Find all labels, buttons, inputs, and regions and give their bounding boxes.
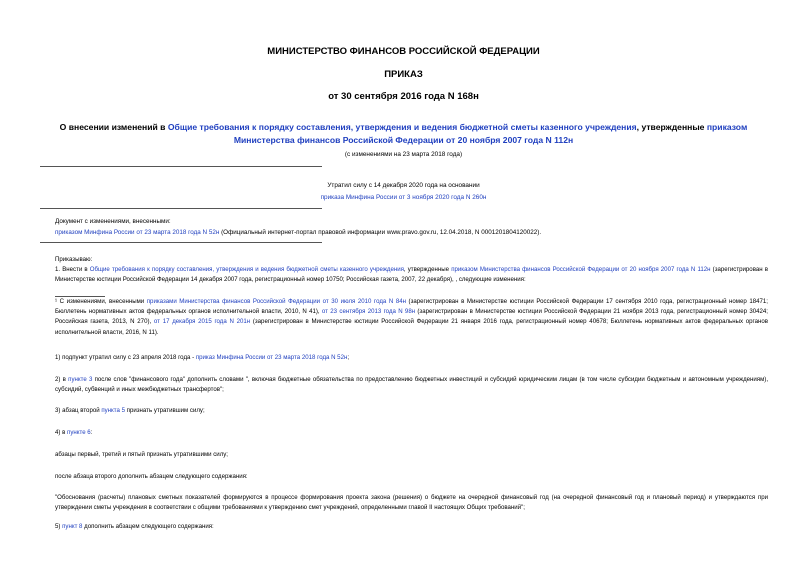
title-link-order[interactable]: приказом [706, 122, 748, 132]
item-1-link-order[interactable]: приказом Министерства финансов Российской Федерации от 20 ноября 2007 года N 112н [451, 266, 711, 273]
footnote-text: (зарегистрирован в Министерстве юстиции Российской Федерации 21 января 2016 года, регистрационный номер 40678; Бюллетень нормативных актов федеральных органов исполнительной власти, 2016, N 11). [55, 318, 768, 336]
expired-text: Утратил силу с 14 декабря 2020 года на основании [327, 182, 480, 189]
subitem-1-text: 1) подпункт утратил силу с 23 апреля 2018 года - [55, 354, 196, 361]
subitem-4-text: : [90, 429, 93, 436]
subitem-2-text: после слов "финансового года" дополнить словами ", включая бюджетные обязательства по предоставлению бюджетных инвестиций и субсидий юридическим лицам (в том числе субсидии бюджетным и автономным учреждениям), субсидий, субвенций и иных межбюджетных трансфертов"; [55, 376, 769, 394]
subitem-1-text: ; [347, 354, 350, 361]
changes-label: Документ с изменениями, внесенными: [55, 218, 171, 225]
revision-note: (с изменениями на 23 марта 2018 года) [344, 151, 463, 158]
subitem-5-link[interactable]: пункт 8 [62, 523, 83, 530]
footnote-text: (зарегистрирован в Министерстве юстиции Российской Федерации 17 сентября 2010 года, регистрационный номер 18471; Бюллетень нормативных актов федеральных органов исполнительной власти, 2010, N 41), [55, 298, 768, 316]
divider [40, 166, 322, 167]
title-text: , утвержденные [636, 122, 707, 132]
item-1 [55, 265, 768, 286]
subitem-2 [55, 375, 768, 396]
footnote-link-201n[interactable]: от 17 декабря 2015 года N 201н [153, 318, 251, 326]
changes-rest: (Официальный интернет-портал правовой информации www.pravo.gov.ru, 12.04.2018, N 0001201804120022). [219, 229, 542, 236]
divider [40, 208, 322, 209]
subitem-3 [55, 406, 205, 416]
subitem-2-link[interactable]: пункте 3 [68, 376, 93, 383]
title-text: О внесении изменений в [59, 122, 168, 132]
doc-type-heading: ПРИКАЗ [384, 69, 423, 80]
footnote-marker: ¹ [55, 298, 58, 305]
subitem-4-link[interactable]: пункте 6 [67, 429, 91, 436]
subitem-1 [55, 353, 768, 363]
subitem-3-link[interactable]: пункта 5 [101, 407, 125, 414]
subitem-3-text: признать утратившим силу; [124, 407, 205, 414]
document-title [0, 121, 807, 146]
footnote-link-84n[interactable]: приказами Министерства финансов Российской Федерации от 30 июля 2010 года N 84н [146, 298, 406, 305]
item-1-text: , утвержденные [403, 266, 452, 273]
footnote [55, 297, 768, 338]
footnote-text: С изменениями, внесенными [57, 298, 147, 305]
item-1-text: 1. Внести в [55, 266, 90, 273]
ministry-heading: МИНИСТЕРСТВО ФИНАНСОВ РОССИЙСКОЙ ФЕДЕРАЦИИ [267, 46, 540, 57]
order-word: Приказываю: [55, 256, 93, 263]
divider [40, 242, 322, 243]
doc-date-heading: от 30 сентября 2016 года N 168н [328, 91, 479, 102]
subitem-5 [55, 522, 214, 532]
subitem-3-text: 3) абзац второй [55, 407, 102, 414]
subitem-5-text: дополнить абзацем следующего содержания: [82, 523, 214, 530]
subitem-5-text: 5) [55, 523, 63, 530]
footnote-link-98n[interactable]: от 23 сентября 2013 года N 98н [321, 308, 416, 316]
expired-notice [0, 180, 807, 204]
subitem-4-text: 4) в [55, 429, 68, 436]
title-link-order-details[interactable]: Министерства финансов Российской Федерации от 20 ноября 2007 года N 112н [233, 134, 574, 145]
item-1-link-requirements[interactable]: Общие требования к порядку составления, утверждения и ведения бюджетной сметы казенного учреждения [89, 266, 404, 273]
subitem-4-para-2: после абзаца второго дополнить абзацем следующего содержания: [55, 473, 248, 480]
title-link-requirements[interactable]: Общие требования к порядку составления, утверждения и ведения бюджетной сметы казенного учреждения [167, 122, 637, 132]
subitem-4 [55, 428, 92, 438]
subitem-2-text: 2) в [55, 376, 69, 383]
item-1-text: (зарегистрирован в Министерстве юстиции Российской Федерации 14 декабря 2007 года, регистрационный номер 10750; Российская газета, 2007, 22 декабря), , следующие изменения: [55, 266, 768, 284]
subitem-1-link[interactable]: приказ Минфина России от 23 марта 2018 года N 52н [195, 354, 348, 361]
subitem-4-para-1: абзацы первый, третий и пятый признать утратившими силу; [55, 451, 229, 458]
subitem-4-quote: "Обоснования (расчеты) плановых сметных показателей формируются в процессе формирования проекта закона (решения) о бюджете на очередной финансовый год (на очередной финансовый год и плановый период) и утверждаются при утверждении сметы учреждения в соответствии с общими требованиями к утверждению смет учреждений, определенными главой II настоящих Общих требований"; [55, 494, 768, 512]
changes-link[interactable]: приказом Минфина России от 23 марта 2018 года N 52н [55, 229, 220, 236]
changes-block [55, 216, 775, 238]
expired-link[interactable]: приказа Минфина России от 3 ноября 2020 года N 260н [320, 194, 487, 201]
footnote-text: (зарегистрирован в Министерстве юстиции Российской Федерации 21 ноября 2013 года, регистрационный номер 30424; Российская газета, 2013, N 270), [55, 308, 768, 326]
